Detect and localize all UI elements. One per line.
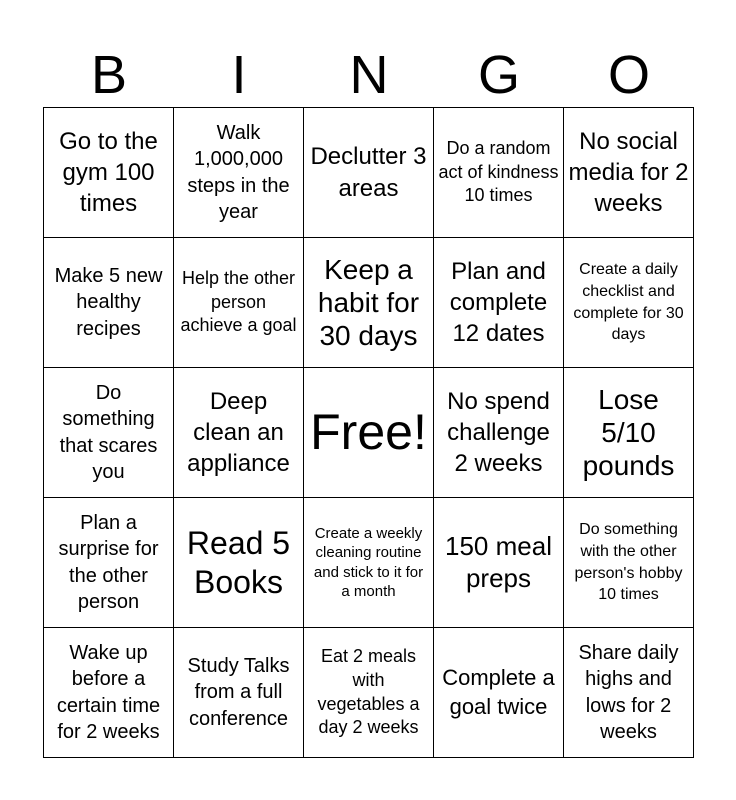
bingo-cell[interactable] — [304, 498, 434, 628]
bingo-cell[interactable] — [174, 368, 304, 498]
bingo-cell[interactable] — [44, 238, 174, 368]
bingo-cell[interactable] — [564, 498, 694, 628]
bingo-cell[interactable] — [304, 238, 434, 368]
bingo-cell[interactable] — [434, 498, 564, 628]
bingo-cell[interactable] — [304, 628, 434, 758]
bingo-card-grid — [43, 107, 694, 758]
bingo-cell-text: Do a random act of kindness 10 times — [438, 137, 559, 206]
bingo-cell[interactable] — [44, 628, 174, 758]
bingo-cell-text: Plan and complete 12 dates — [449, 257, 548, 348]
bingo-free-text: Free! — [310, 404, 427, 460]
bingo-cell[interactable] — [174, 238, 304, 368]
bingo-cell-text: 150 meal preps — [445, 530, 552, 593]
bingo-cell[interactable] — [174, 108, 304, 238]
bingo-cell-text: Declutter 3 areas — [310, 143, 427, 202]
bingo-cell[interactable] — [44, 368, 174, 498]
bingo-cell[interactable] — [44, 108, 174, 238]
bingo-cell-text: Deep clean an appliance — [187, 387, 290, 478]
bingo-cell[interactable] — [434, 238, 564, 368]
header-letter-g: G — [477, 45, 520, 105]
bingo-cell-text: Walk 1,000,000 steps in the year — [187, 121, 290, 223]
header-letter-o: O — [607, 45, 650, 105]
bingo-cell-text: Plan a surprise for the other person — [58, 511, 159, 613]
bingo-cell-text: No social media for 2 weeks — [568, 127, 689, 218]
bingo-cell[interactable] — [564, 628, 694, 758]
bingo-cell-text: Keep a habit for 30 days — [317, 253, 420, 352]
bingo-cell-text: Do something with the other person's hobby 10 times — [574, 521, 683, 604]
bingo-cell[interactable] — [174, 498, 304, 628]
bingo-cell[interactable] — [434, 368, 564, 498]
bingo-free-cell[interactable] — [304, 368, 434, 498]
bingo-cell-text: Help the other person achieve a goal — [180, 267, 297, 336]
bingo-cell-text: Lose 5/10 pounds — [582, 383, 675, 482]
bingo-header — [44, 44, 694, 106]
bingo-cell-text: Create a weekly cleaning routine and stick to it for a month — [313, 524, 424, 600]
bingo-cell-text: Do something that scares you — [59, 381, 158, 483]
bingo-cell[interactable] — [434, 628, 564, 758]
header-letter-n: N — [349, 45, 389, 105]
bingo-cell-text: Read 5 Books — [186, 525, 291, 600]
bingo-cell-text: Study Talks from a full conference — [187, 654, 290, 730]
bingo-cell-text: Share daily highs and lows for 2 weeks — [578, 641, 679, 743]
bingo-cell[interactable] — [564, 368, 694, 498]
bingo-cell[interactable] — [174, 628, 304, 758]
header-letter-b: B — [90, 45, 128, 105]
bingo-cell-text: Complete a goal twice — [442, 664, 555, 719]
bingo-cell-text: No spend challenge 2 weeks — [447, 387, 550, 478]
bingo-cell[interactable] — [44, 498, 174, 628]
bingo-cell-text: Eat 2 meals with vegetables a day 2 weeks — [317, 646, 420, 738]
header-letter-i: I — [231, 45, 247, 105]
bingo-cell-text: Wake up before a certain time for 2 weeks — [56, 641, 161, 743]
bingo-cell[interactable] — [434, 108, 564, 238]
bingo-cell-text: Make 5 new healthy recipes — [54, 264, 163, 340]
bingo-cell-text: Go to the gym 100 times — [59, 127, 158, 218]
bingo-cell[interactable] — [304, 108, 434, 238]
bingo-cell[interactable] — [564, 238, 694, 368]
bingo-cell[interactable] — [564, 108, 694, 238]
bingo-cell-text: Create a daily checklist and complete for 30 days — [573, 261, 684, 344]
